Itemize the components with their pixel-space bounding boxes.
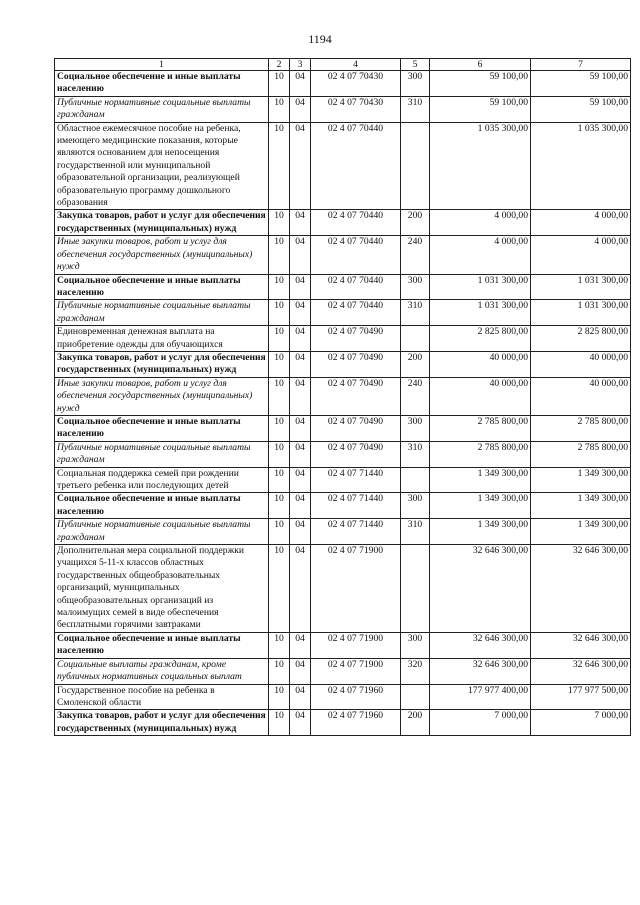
cell-section: 10 [269, 71, 290, 97]
cell-target-article: 02 4 07 70490 [311, 415, 401, 441]
cell-amount-year1: 59 100,00 [430, 71, 531, 97]
header-col-2: 2 [269, 59, 290, 71]
cell-expense-type: 300 [401, 71, 430, 97]
cell-name: Социальное обеспечение и иные выплаты населению [55, 274, 269, 300]
cell-subsection: 04 [290, 326, 311, 352]
cell-target-article: 02 4 07 70440 [311, 210, 401, 236]
cell-amount-year1: 2 785 800,00 [430, 441, 531, 467]
cell-amount-year2: 1 349 300,00 [531, 467, 631, 493]
cell-expense-type: 300 [401, 274, 430, 300]
header-row [55, 59, 631, 71]
table-row [55, 326, 631, 352]
cell-amount-year1: 1 349 300,00 [430, 519, 531, 545]
table-row [55, 236, 631, 274]
table-body [55, 71, 631, 736]
table-row [55, 545, 631, 633]
cell-target-article: 02 4 07 70430 [311, 71, 401, 97]
cell-name: Публичные нормативные социальные выплаты гражданам [55, 519, 269, 545]
cell-section: 10 [269, 467, 290, 493]
header-col-3: 3 [290, 59, 311, 71]
cell-expense-type: 200 [401, 710, 430, 736]
cell-target-article: 02 4 07 71900 [311, 658, 401, 684]
cell-expense-type [401, 326, 430, 352]
cell-target-article: 02 4 07 70440 [311, 300, 401, 326]
cell-amount-year1: 40 000,00 [430, 377, 531, 415]
cell-subsection: 04 [290, 351, 311, 377]
budget-table [54, 58, 631, 736]
cell-target-article: 02 4 07 71440 [311, 493, 401, 519]
cell-amount-year2: 32 646 300,00 [531, 632, 631, 658]
cell-amount-year1: 40 000,00 [430, 351, 531, 377]
cell-name: Социальное обеспечение и иные выплаты населению [55, 493, 269, 519]
table-row [55, 96, 631, 122]
cell-section: 10 [269, 710, 290, 736]
cell-subsection: 04 [290, 71, 311, 97]
cell-section: 10 [269, 210, 290, 236]
cell-amount-year2: 4 000,00 [531, 236, 631, 274]
cell-subsection: 04 [290, 710, 311, 736]
cell-name: Областное ежемесячное пособие на ребенка, имеющего медицинские показания, которые являются основанием для непосещения государственной или муниципальной образовательной организации, реализующей образовательную программу дошкольного образования [55, 122, 269, 210]
cell-target-article: 02 4 07 71960 [311, 710, 401, 736]
cell-section: 10 [269, 377, 290, 415]
cell-section: 10 [269, 300, 290, 326]
cell-amount-year2: 7 000,00 [531, 710, 631, 736]
cell-expense-type: 310 [401, 96, 430, 122]
table-row [55, 710, 631, 736]
cell-amount-year2: 4 000,00 [531, 210, 631, 236]
cell-target-article: 02 4 07 71900 [311, 545, 401, 633]
cell-amount-year2: 1 035 300,00 [531, 122, 631, 210]
table-row [55, 300, 631, 326]
cell-amount-year1: 2 785 800,00 [430, 415, 531, 441]
cell-target-article: 02 4 07 70440 [311, 122, 401, 210]
cell-subsection: 04 [290, 122, 311, 210]
cell-name: Публичные нормативные социальные выплаты гражданам [55, 96, 269, 122]
cell-name: Государственное пособие на ребенка в Смоленской области [55, 684, 269, 710]
cell-section: 10 [269, 632, 290, 658]
cell-name: Закупка товаров, работ и услуг для обеспечения государственных (муниципальных) нужд [55, 351, 269, 377]
cell-amount-year2: 40 000,00 [531, 377, 631, 415]
cell-target-article: 02 4 07 71440 [311, 467, 401, 493]
cell-amount-year2: 1 349 300,00 [531, 493, 631, 519]
table-row [55, 467, 631, 493]
cell-name: Социальное обеспечение и иные выплаты населению [55, 71, 269, 97]
cell-section: 10 [269, 658, 290, 684]
cell-amount-year1: 32 646 300,00 [430, 658, 531, 684]
cell-target-article: 02 4 07 70490 [311, 351, 401, 377]
cell-name: Социальное обеспечение и иные выплаты населению [55, 632, 269, 658]
cell-subsection: 04 [290, 236, 311, 274]
cell-amount-year1: 1 031 300,00 [430, 274, 531, 300]
cell-expense-type [401, 545, 430, 633]
cell-amount-year2: 177 977 500,00 [531, 684, 631, 710]
table-row [55, 122, 631, 210]
cell-name: Закупка товаров, работ и услуг для обеспечения государственных (муниципальных) нужд [55, 210, 269, 236]
cell-target-article: 02 4 07 71960 [311, 684, 401, 710]
cell-subsection: 04 [290, 467, 311, 493]
table-row [55, 210, 631, 236]
cell-target-article: 02 4 07 70440 [311, 274, 401, 300]
cell-name: Дополнительная мера социальной поддержки учащихся 5-11-х классов областных государственных общеобразовательных организаций, муниципальных общеобразовательных организаций из малоимущих семей в виде обеспечения бесплатными горячими завтраками [55, 545, 269, 633]
cell-expense-type: 300 [401, 493, 430, 519]
cell-section: 10 [269, 351, 290, 377]
cell-section: 10 [269, 684, 290, 710]
header-col-7: 7 [531, 59, 631, 71]
table-row [55, 493, 631, 519]
cell-amount-year2: 59 100,00 [531, 71, 631, 97]
cell-amount-year2: 1 031 300,00 [531, 300, 631, 326]
cell-expense-type: 300 [401, 415, 430, 441]
cell-expense-type: 320 [401, 658, 430, 684]
cell-amount-year1: 1 035 300,00 [430, 122, 531, 210]
table-row [55, 415, 631, 441]
cell-target-article: 02 4 07 71900 [311, 632, 401, 658]
cell-amount-year1: 2 825 800,00 [430, 326, 531, 352]
header-col-6: 6 [430, 59, 531, 71]
cell-subsection: 04 [290, 415, 311, 441]
cell-section: 10 [269, 519, 290, 545]
cell-amount-year2: 59 100,00 [531, 96, 631, 122]
table-row [55, 441, 631, 467]
cell-amount-year2: 32 646 300,00 [531, 658, 631, 684]
cell-name: Единовременная денежная выплата на приобретение одежды для обучающихся [55, 326, 269, 352]
cell-amount-year1: 1 349 300,00 [430, 467, 531, 493]
cell-expense-type: 310 [401, 300, 430, 326]
header-col-4: 4 [311, 59, 401, 71]
cell-expense-type: 240 [401, 377, 430, 415]
cell-amount-year1: 1 349 300,00 [430, 493, 531, 519]
cell-name: Иные закупки товаров, работ и услуг для обеспечения государственных (муниципальных) нужд [55, 377, 269, 415]
cell-subsection: 04 [290, 96, 311, 122]
cell-expense-type: 200 [401, 210, 430, 236]
cell-target-article: 02 4 07 70440 [311, 236, 401, 274]
cell-amount-year1: 4 000,00 [430, 210, 531, 236]
cell-name: Публичные нормативные социальные выплаты гражданам [55, 441, 269, 467]
cell-subsection: 04 [290, 274, 311, 300]
cell-subsection: 04 [290, 658, 311, 684]
table-row [55, 377, 631, 415]
cell-amount-year1: 32 646 300,00 [430, 545, 531, 633]
cell-subsection: 04 [290, 493, 311, 519]
cell-target-article: 02 4 07 70490 [311, 326, 401, 352]
cell-amount-year1: 32 646 300,00 [430, 632, 531, 658]
cell-section: 10 [269, 326, 290, 352]
cell-target-article: 02 4 07 70430 [311, 96, 401, 122]
cell-amount-year1: 177 977 400,00 [430, 684, 531, 710]
cell-subsection: 04 [290, 210, 311, 236]
cell-amount-year1: 4 000,00 [430, 236, 531, 274]
cell-expense-type: 300 [401, 632, 430, 658]
cell-target-article: 02 4 07 71440 [311, 519, 401, 545]
cell-target-article: 02 4 07 70490 [311, 377, 401, 415]
cell-subsection: 04 [290, 441, 311, 467]
header-col-5: 5 [401, 59, 430, 71]
cell-expense-type: 310 [401, 441, 430, 467]
cell-expense-type: 200 [401, 351, 430, 377]
cell-amount-year2: 1 349 300,00 [531, 519, 631, 545]
cell-amount-year1: 1 031 300,00 [430, 300, 531, 326]
cell-amount-year1: 59 100,00 [430, 96, 531, 122]
cell-amount-year1: 7 000,00 [430, 710, 531, 736]
cell-section: 10 [269, 96, 290, 122]
cell-subsection: 04 [290, 545, 311, 633]
cell-expense-type: 240 [401, 236, 430, 274]
cell-expense-type [401, 467, 430, 493]
cell-name: Иные закупки товаров, работ и услуг для обеспечения государственных (муниципальных) нужд [55, 236, 269, 274]
cell-section: 10 [269, 493, 290, 519]
cell-section: 10 [269, 415, 290, 441]
table-row [55, 684, 631, 710]
cell-subsection: 04 [290, 300, 311, 326]
cell-section: 10 [269, 545, 290, 633]
cell-amount-year2: 40 000,00 [531, 351, 631, 377]
cell-name: Социальные выплаты гражданам, кроме публичных нормативных социальных выплат [55, 658, 269, 684]
cell-section: 10 [269, 122, 290, 210]
cell-amount-year2: 2 785 800,00 [531, 441, 631, 467]
table-row [55, 274, 631, 300]
cell-name: Социальная поддержка семей при рождении третьего ребенка или последующих детей [55, 467, 269, 493]
cell-name: Закупка товаров, работ и услуг для обеспечения государственных (муниципальных) нужд [55, 710, 269, 736]
table-row [55, 71, 631, 97]
cell-name: Публичные нормативные социальные выплаты гражданам [55, 300, 269, 326]
cell-amount-year2: 32 646 300,00 [531, 545, 631, 633]
cell-section: 10 [269, 274, 290, 300]
cell-subsection: 04 [290, 684, 311, 710]
cell-subsection: 04 [290, 519, 311, 545]
table-row [55, 519, 631, 545]
cell-amount-year2: 2 785 800,00 [531, 415, 631, 441]
cell-amount-year2: 2 825 800,00 [531, 326, 631, 352]
cell-subsection: 04 [290, 377, 311, 415]
page-number: 1194 [308, 32, 332, 46]
cell-expense-type [401, 122, 430, 210]
cell-section: 10 [269, 441, 290, 467]
cell-expense-type: 310 [401, 519, 430, 545]
cell-expense-type [401, 684, 430, 710]
table-row [55, 351, 631, 377]
cell-amount-year2: 1 031 300,00 [531, 274, 631, 300]
table-row [55, 658, 631, 684]
cell-subsection: 04 [290, 632, 311, 658]
cell-name: Социальное обеспечение и иные выплаты населению [55, 415, 269, 441]
cell-target-article: 02 4 07 70490 [311, 441, 401, 467]
header-col-1: 1 [55, 59, 269, 71]
cell-section: 10 [269, 236, 290, 274]
table-row [55, 632, 631, 658]
